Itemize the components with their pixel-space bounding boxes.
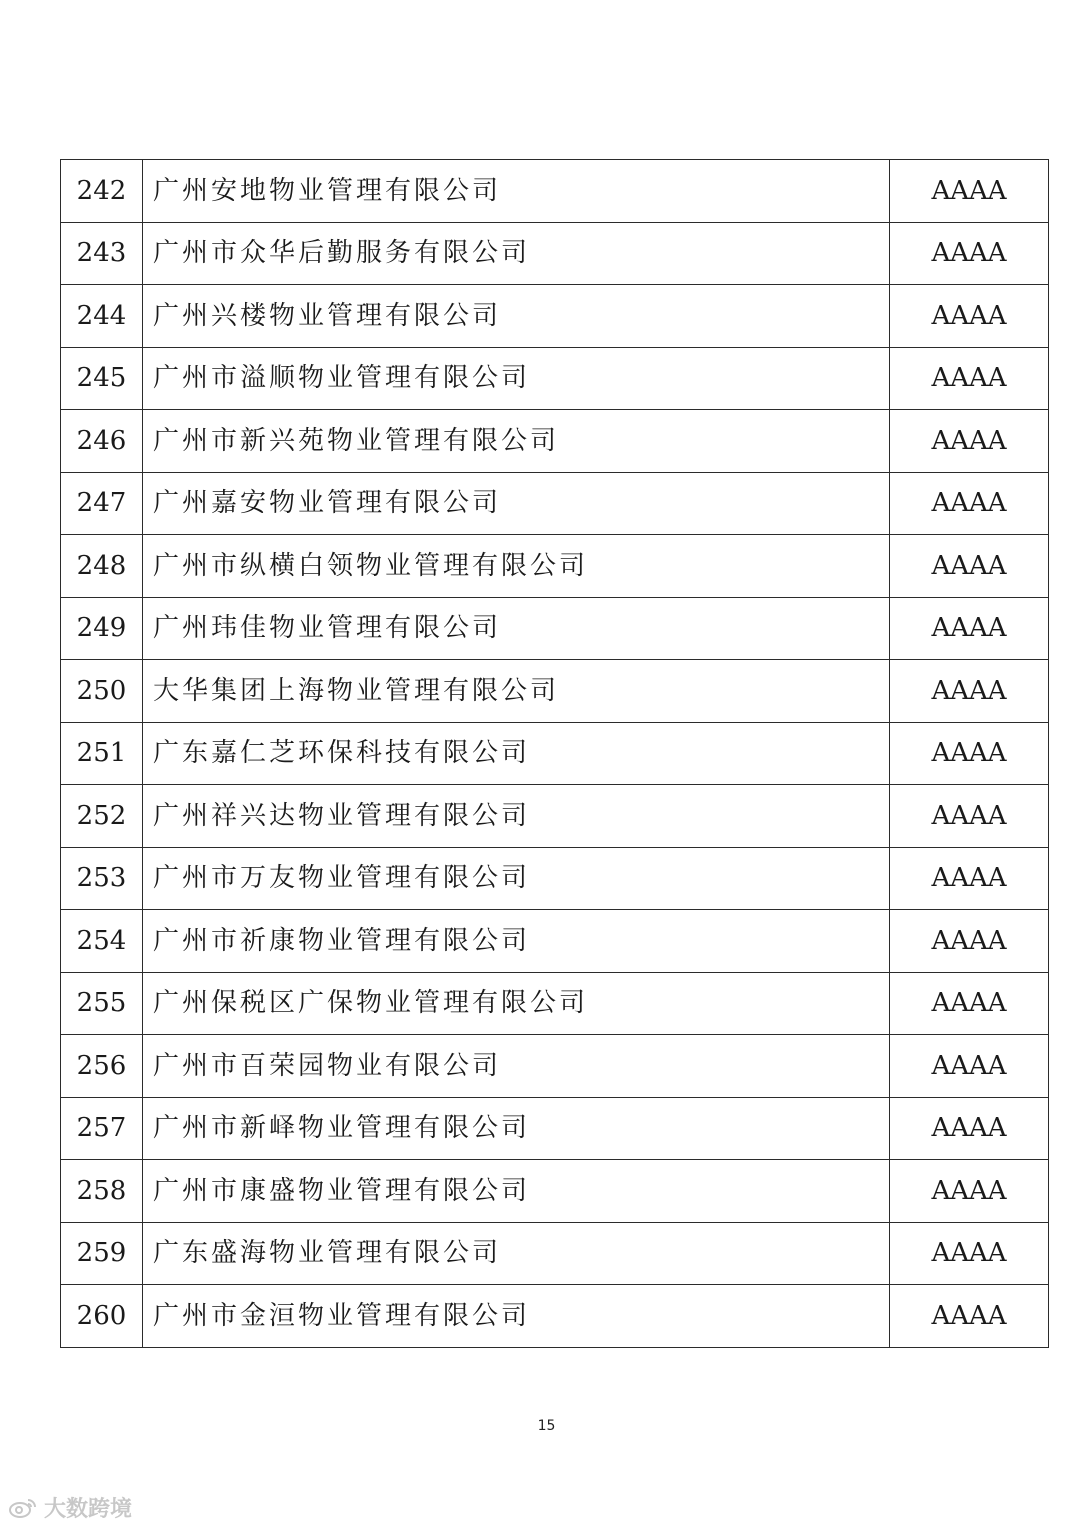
company-name: 广州市纵横白领物业管理有限公司 [143, 535, 890, 598]
company-name: 广州市众华后勤服务有限公司 [143, 222, 890, 285]
table-row [61, 160, 1049, 223]
row-number: 260 [61, 1285, 143, 1348]
watermark-text: 大数跨境 [44, 1497, 133, 1522]
table-row [61, 472, 1049, 535]
rating-grade: AAAA [890, 535, 1049, 598]
rating-grade: AAAA [890, 847, 1049, 910]
rating-grade: AAAA [890, 1160, 1049, 1223]
company-name: 广州祥兴达物业管理有限公司 [143, 785, 890, 848]
page-number: 15 [537, 1418, 556, 1434]
row-number: 252 [61, 785, 143, 848]
company-name: 广州玮佳物业管理有限公司 [143, 597, 890, 660]
table-row [61, 285, 1049, 348]
row-number: 248 [61, 535, 143, 598]
rating-grade: AAAA [890, 1035, 1049, 1098]
rating-grade: AAAA [890, 722, 1049, 785]
row-number: 256 [61, 1035, 143, 1098]
rating-grade: AAAA [890, 1097, 1049, 1160]
row-number: 250 [61, 660, 143, 723]
rating-grade: AAAA [890, 597, 1049, 660]
table-row [61, 722, 1049, 785]
company-name: 广州市祈康物业管理有限公司 [143, 910, 890, 973]
company-name: 广东嘉仁芝环保科技有限公司 [143, 722, 890, 785]
company-rating-table [60, 159, 1049, 1348]
rating-grade: AAAA [890, 222, 1049, 285]
table-row [61, 1285, 1049, 1348]
row-number: 259 [61, 1222, 143, 1285]
rating-grade: AAAA [890, 972, 1049, 1035]
company-name: 广州市万友物业管理有限公司 [143, 847, 890, 910]
table-row [61, 785, 1049, 848]
rating-grade: AAAA [890, 660, 1049, 723]
table-row [61, 347, 1049, 410]
company-name: 广州市康盛物业管理有限公司 [143, 1160, 890, 1223]
table-row [61, 972, 1049, 1035]
rating-grade: AAAA [890, 160, 1049, 223]
row-number: 242 [61, 160, 143, 223]
company-name: 广州市新兴苑物业管理有限公司 [143, 410, 890, 473]
watermark [8, 1492, 132, 1523]
rating-grade: AAAA [890, 1222, 1049, 1285]
row-number: 257 [61, 1097, 143, 1160]
table-row [61, 535, 1049, 598]
rating-grade: AAAA [890, 347, 1049, 410]
table-row [61, 410, 1049, 473]
table-row [61, 222, 1049, 285]
row-number: 247 [61, 472, 143, 535]
rating-grade: AAAA [890, 410, 1049, 473]
table-row [61, 910, 1049, 973]
table-row [61, 1222, 1049, 1285]
company-name: 广州市新峄物业管理有限公司 [143, 1097, 890, 1160]
company-name: 广州市百荣园物业有限公司 [143, 1035, 890, 1098]
table-row [61, 1160, 1049, 1223]
table-body [61, 160, 1049, 1348]
table-row [61, 660, 1049, 723]
row-number: 258 [61, 1160, 143, 1223]
weibo-logo-icon [8, 1497, 38, 1519]
company-name: 广州市金洹物业管理有限公司 [143, 1285, 890, 1348]
rating-grade: AAAA [890, 785, 1049, 848]
table-row [61, 1035, 1049, 1098]
company-name: 广州安地物业管理有限公司 [143, 160, 890, 223]
row-number: 251 [61, 722, 143, 785]
row-number: 253 [61, 847, 143, 910]
rating-grade: AAAA [890, 472, 1049, 535]
company-name: 广州兴楼物业管理有限公司 [143, 285, 890, 348]
company-name: 广东盛海物业管理有限公司 [143, 1222, 890, 1285]
company-name: 广州保税区广保物业管理有限公司 [143, 972, 890, 1035]
table-row [61, 597, 1049, 660]
row-number: 254 [61, 910, 143, 973]
row-number: 245 [61, 347, 143, 410]
row-number: 255 [61, 972, 143, 1035]
company-name: 广州嘉安物业管理有限公司 [143, 472, 890, 535]
row-number: 244 [61, 285, 143, 348]
table-row [61, 847, 1049, 910]
row-number: 246 [61, 410, 143, 473]
company-name: 广州市溢顺物业管理有限公司 [143, 347, 890, 410]
table-row [61, 1097, 1049, 1160]
rating-grade: AAAA [890, 1285, 1049, 1348]
rating-grade: AAAA [890, 910, 1049, 973]
row-number: 249 [61, 597, 143, 660]
rating-grade: AAAA [890, 285, 1049, 348]
company-name: 大华集团上海物业管理有限公司 [143, 660, 890, 723]
row-number: 243 [61, 222, 143, 285]
